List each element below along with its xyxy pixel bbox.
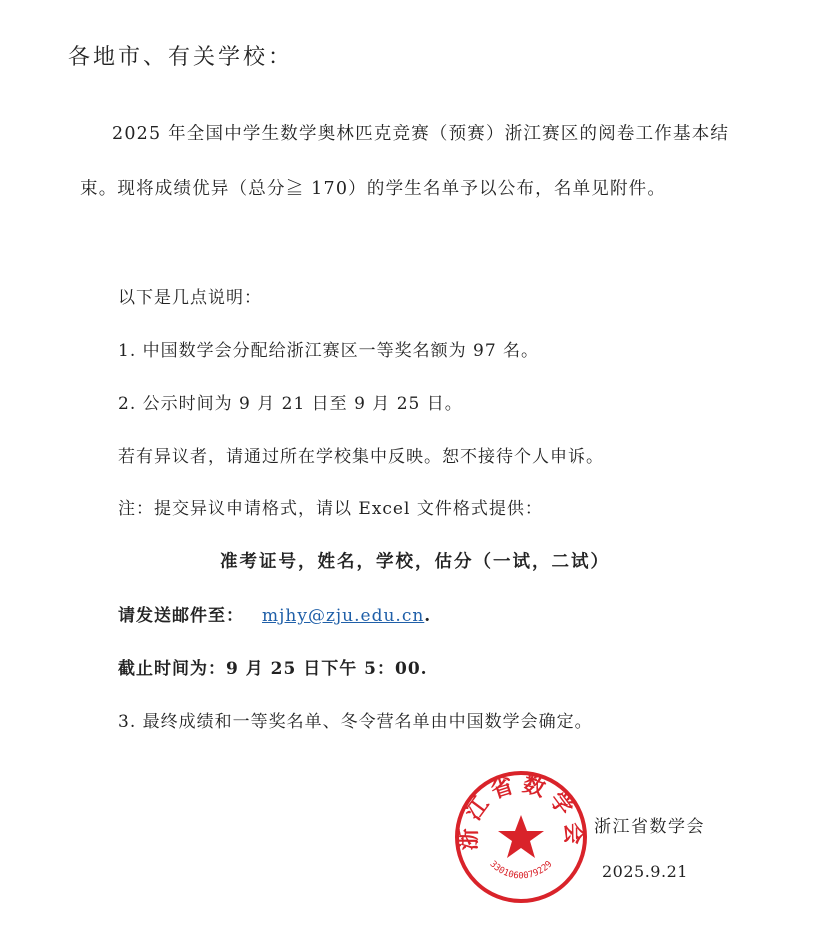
email-suffix: . <box>424 606 432 626</box>
note-item-3: 3. 最终成绩和一等奖名单、冬令营名单由中国数学会确定。 <box>118 712 593 732</box>
signature-organization: 浙江省数学会 <box>594 817 705 837</box>
seal-text: 浙江省数学会 <box>456 771 586 851</box>
notes-intro: 以下是几点说明： <box>118 288 262 308</box>
greeting: 各地市、有关学校： <box>68 45 294 70</box>
signature-date: 2025.9.21 <box>602 862 688 881</box>
objection-note: 若有异议者，请通过所在学校集中反映。恕不接待个人申诉。 <box>118 447 604 467</box>
email-link[interactable]: mjhy@zju.edu.cn <box>262 606 425 626</box>
format-note: 注：提交异议申请格式，请以 Excel 文件格式提供： <box>118 499 543 519</box>
note-item-1: 1. 中国数学会分配给浙江赛区一等奖名额为 97 名。 <box>118 341 540 361</box>
note-item-2: 2. 公示时间为 9 月 21 日至 9 月 25 日。 <box>118 394 463 414</box>
seal-number: 3301060079229 <box>487 859 555 882</box>
deadline: 截止时间为：9 月 25 日下午 5：00. <box>118 659 428 679</box>
email-line <box>118 601 431 626</box>
format-fields: 准考证号，姓名，学校，估分（一试，二试） <box>220 552 610 572</box>
seal-star-icon <box>498 815 544 858</box>
body-line-1: 2025 年全国中学生数学奥林匹克竞赛（预赛）浙江赛区的阅卷工作基本结 <box>112 124 730 144</box>
email-label: 请发送邮件至： <box>118 606 244 626</box>
official-seal <box>452 768 590 906</box>
body-line-2: 束。现将成绩优异（总分≧ 170）的学生名单予以公布，名单见附件。 <box>80 179 667 199</box>
